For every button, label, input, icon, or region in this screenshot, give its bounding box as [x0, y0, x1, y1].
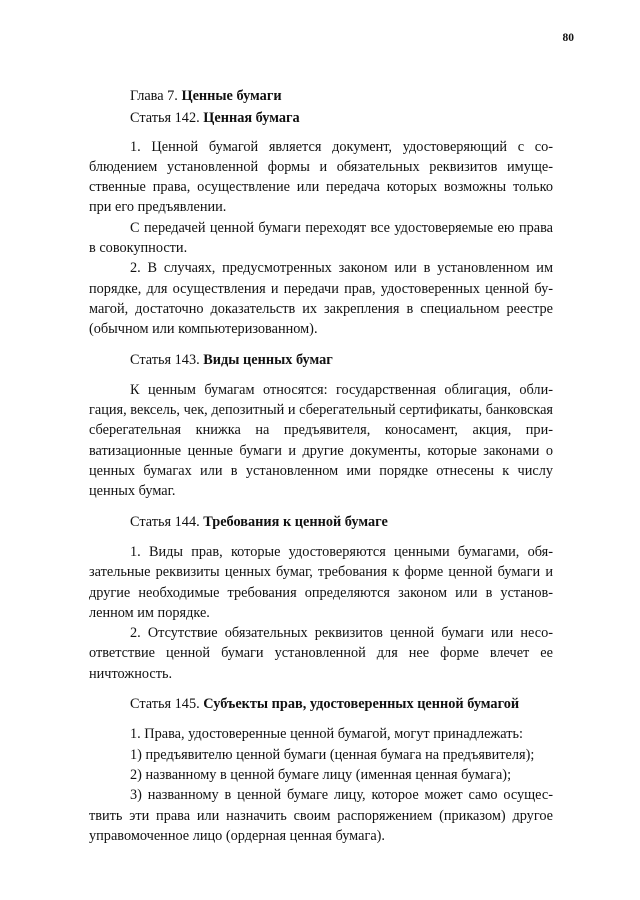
article-title: Виды ценных бумаг [203, 351, 333, 368]
article-title: Требования к ценной бумаге [203, 513, 388, 530]
paragraph: 2. Отсутствие обязательных реквизитов ценной бумаги или несоответствие ценной бумаги установленной для нее форме влечет ее ничтожность. [89, 625, 553, 682]
article-title: Субъекты прав, удостоверенных ценной бумагой [203, 696, 520, 713]
chapter-label: Глава 7. [130, 88, 178, 104]
article-heading [89, 512, 553, 532]
article-label: Статья 144. [130, 513, 200, 530]
article-label: Статья 143. [130, 351, 200, 368]
paragraph: 2. В случаях, предусмотренных законом или в установленном им порядке, для осуществления и передачи прав, удостоверенных ценной бумагой, достаточно доказательств их закрепления в специальном реестре (обычном или компьютеризованном). [89, 260, 553, 338]
article-heading [89, 694, 553, 714]
article-label: Статья 142. [130, 110, 200, 127]
article-heading [89, 350, 553, 370]
page-number: 80 [562, 32, 574, 44]
paragraph: К ценным бумагам относятся: государственная облигация, облигация, вексель, чек, депозитный и сберегательный сертификаты, банковская сберегательная книжка на предъявителя, коносамент, акция, приватизационные ценные бумаги и другие документы, которые законами о ценных бумагах или в установленном ими порядке отнесены к числу ценных бумаг. [89, 381, 553, 500]
article-143 [89, 350, 553, 502]
paragraph: 2) названному в ценной бумаге лицу (именная ценная бумага); [130, 766, 512, 783]
paragraph: 1. Виды прав, которые удостоверяются ценными бумагами, обязательные реквизиты ценных бумаг, требования к форме ценной бумаги и другие необходимые требования определяются законом или в установленном им порядке. [89, 543, 553, 621]
paragraph: 3) названному в ценной бумаге лицу, которое может само осуществить эти права или назначить своим распоряжением (приказом) другое управомоченное лицо (ордерная ценная бумага). [89, 787, 553, 844]
article-heading [89, 108, 553, 128]
article-145 [89, 694, 553, 846]
article-title: Ценная бумага [203, 110, 300, 127]
article-144 [89, 512, 553, 684]
paragraph: 1. Ценной бумагой является документ, удостоверяющий с соблюдением установленной формы и обязательных реквизитов имущественные права, осуществление или передача которых возможны только при его предъявлении. [89, 138, 553, 216]
article-label: Статья 145. [130, 696, 200, 713]
paragraph: 1) предъявителю ценной бумаги (ценная бумага на предъявителя); [130, 746, 535, 763]
paragraph: С передачей ценной бумаги переходят все удостоверяемые ею права в совокупности. [89, 219, 553, 257]
chapter-heading [89, 86, 553, 106]
article-142 [89, 108, 553, 339]
paragraph: 1. Права, удостоверенные ценной бумагой, могут принадлежать: [130, 726, 524, 743]
chapter-title: Ценные бумаги [181, 88, 282, 104]
document-body [89, 86, 553, 846]
